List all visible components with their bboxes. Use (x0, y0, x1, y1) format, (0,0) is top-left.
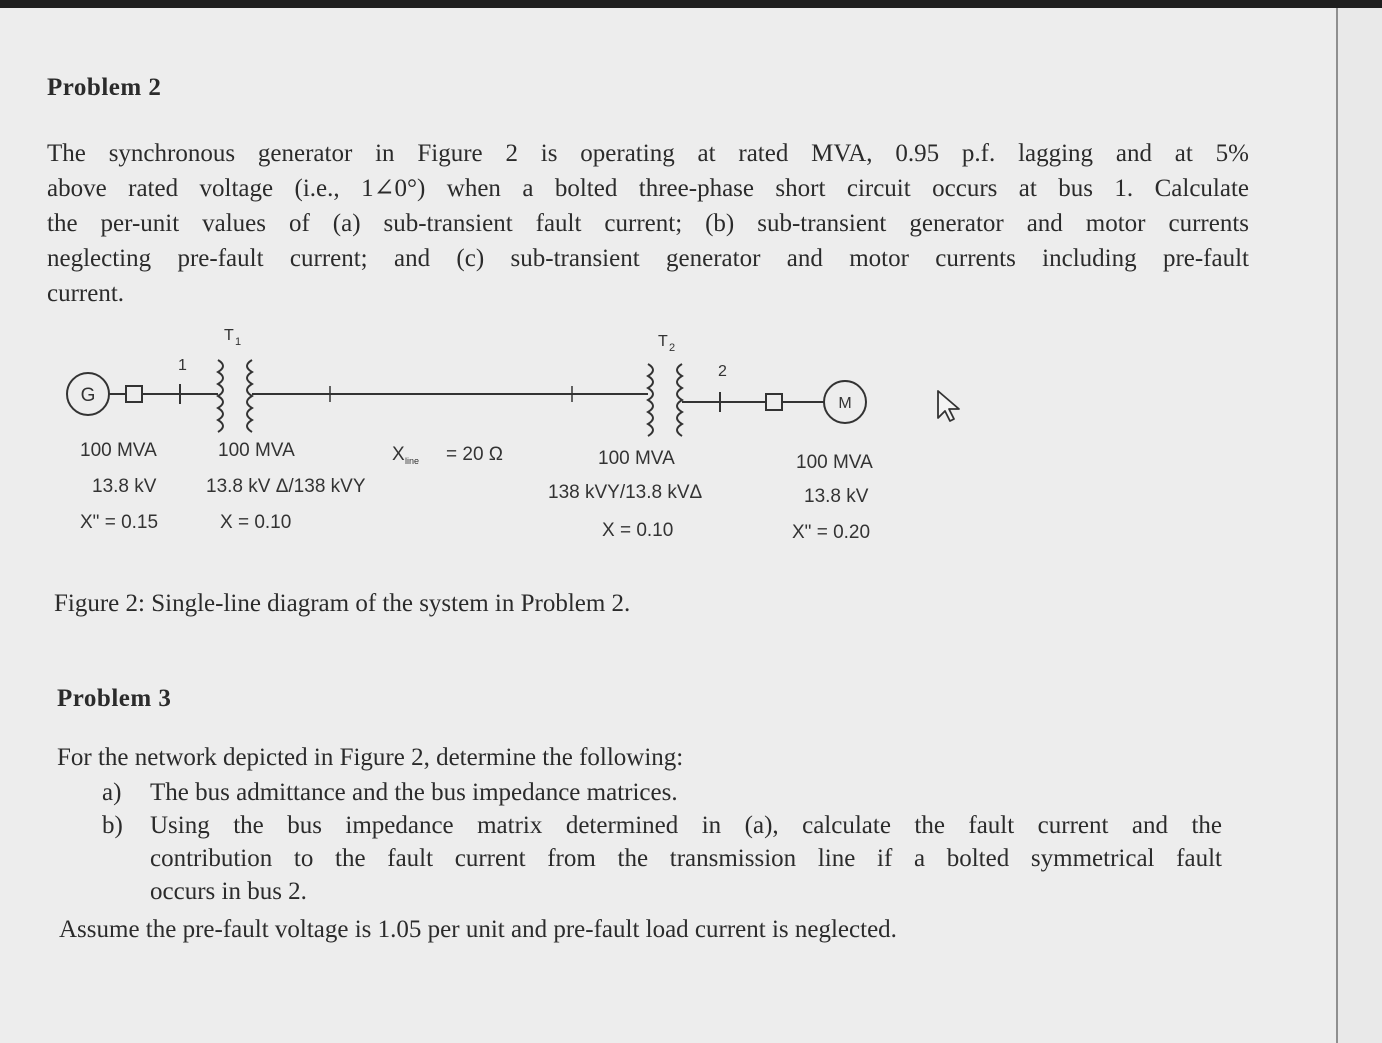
single-line-diagram (40, 318, 920, 558)
motor-mva: 100 MVA (796, 452, 873, 473)
list-item-line: contribution to the fault current from the transmission line if a bolted symmetrical fault (150, 845, 1222, 872)
bus-2-label: 2 (718, 363, 727, 380)
problem-3-list (102, 776, 1222, 908)
gen-kv: 13.8 kV (92, 476, 157, 497)
t1-reactance: X = 0.10 (220, 512, 292, 533)
t2-label: T (658, 333, 668, 350)
line-x-value: = 20 Ω (446, 444, 503, 465)
problem-2-line: above rated voltage (i.e., 1∠0°) when a bolted three-phase short circuit occurs at bus 1. Calculate (47, 175, 1249, 202)
motor-symbol: M (838, 395, 852, 412)
problem-2-line: The synchronous generator in Figure 2 is operating at rated MVA, 0.95 p.f. lagging and at 5% (47, 140, 1249, 167)
t1-mva: 100 MVA (218, 440, 295, 461)
page-right-edge (1336, 8, 1338, 1043)
problem-2-line: the per-unit values of (a) sub-transient fault current; (b) sub-transient generator and motor currents (47, 210, 1249, 237)
line-x-prefix: X (392, 444, 405, 465)
t1-kv: 13.8 kV Δ/138 kVY (206, 476, 366, 497)
mouse-pointer-icon (934, 388, 968, 424)
problem-2-text (47, 136, 1249, 311)
t2-reactance: X = 0.10 (602, 520, 674, 541)
top-bezel (0, 0, 1382, 8)
t1-subscript: 1 (235, 336, 242, 348)
t2-kv: 138 kVY/13.8 kVΔ (548, 482, 703, 503)
gen-mva: 100 MVA (80, 440, 157, 461)
problem-2-line: current. (47, 280, 125, 307)
line-x-subscript: line (405, 456, 420, 466)
figure-caption: Figure 2: Single-line diagram of the system in Problem 2. (54, 590, 631, 617)
t2-secondary-coil (677, 364, 682, 436)
t1-label: T (224, 327, 234, 344)
t1-primary-coil (218, 360, 223, 432)
gen-reactance: X" = 0.15 (80, 512, 159, 533)
problem-3-heading: Problem 3 (57, 685, 172, 712)
t1-secondary-coil (247, 360, 252, 432)
problem-2-heading: Problem 2 (47, 74, 162, 101)
generator-symbol: G (80, 385, 96, 406)
motor-breaker (766, 394, 782, 410)
problem-3-intro: For the network depicted in Figure 2, determine the following: (57, 744, 684, 771)
list-marker: a) (102, 779, 122, 806)
t2-primary-coil (648, 364, 653, 436)
gen-breaker (126, 386, 142, 402)
problem-2-line: neglecting pre-fault current; and (c) sub-transient generator and motor currents including pre-fault (47, 245, 1249, 272)
t2-mva: 100 MVA (598, 448, 675, 469)
motor-reactance: X" = 0.20 (792, 522, 871, 543)
t2-subscript: 2 (669, 342, 676, 354)
list-item-line: The bus admittance and the bus impedance matrices. (150, 779, 678, 806)
list-item-line: occurs in bus 2. (150, 878, 307, 905)
problem-3-closing: Assume the pre-fault voltage is 1.05 per unit and pre-fault load current is neglected. (59, 916, 897, 943)
bus-1-label: 1 (178, 357, 187, 374)
list-item (102, 809, 1222, 908)
list-marker: b) (102, 812, 123, 839)
list-item (102, 776, 1222, 809)
list-item-line: Using the bus impedance matrix determined in (a), calculate the fault current and the (150, 812, 1222, 839)
motor-kv: 13.8 kV (804, 486, 869, 507)
